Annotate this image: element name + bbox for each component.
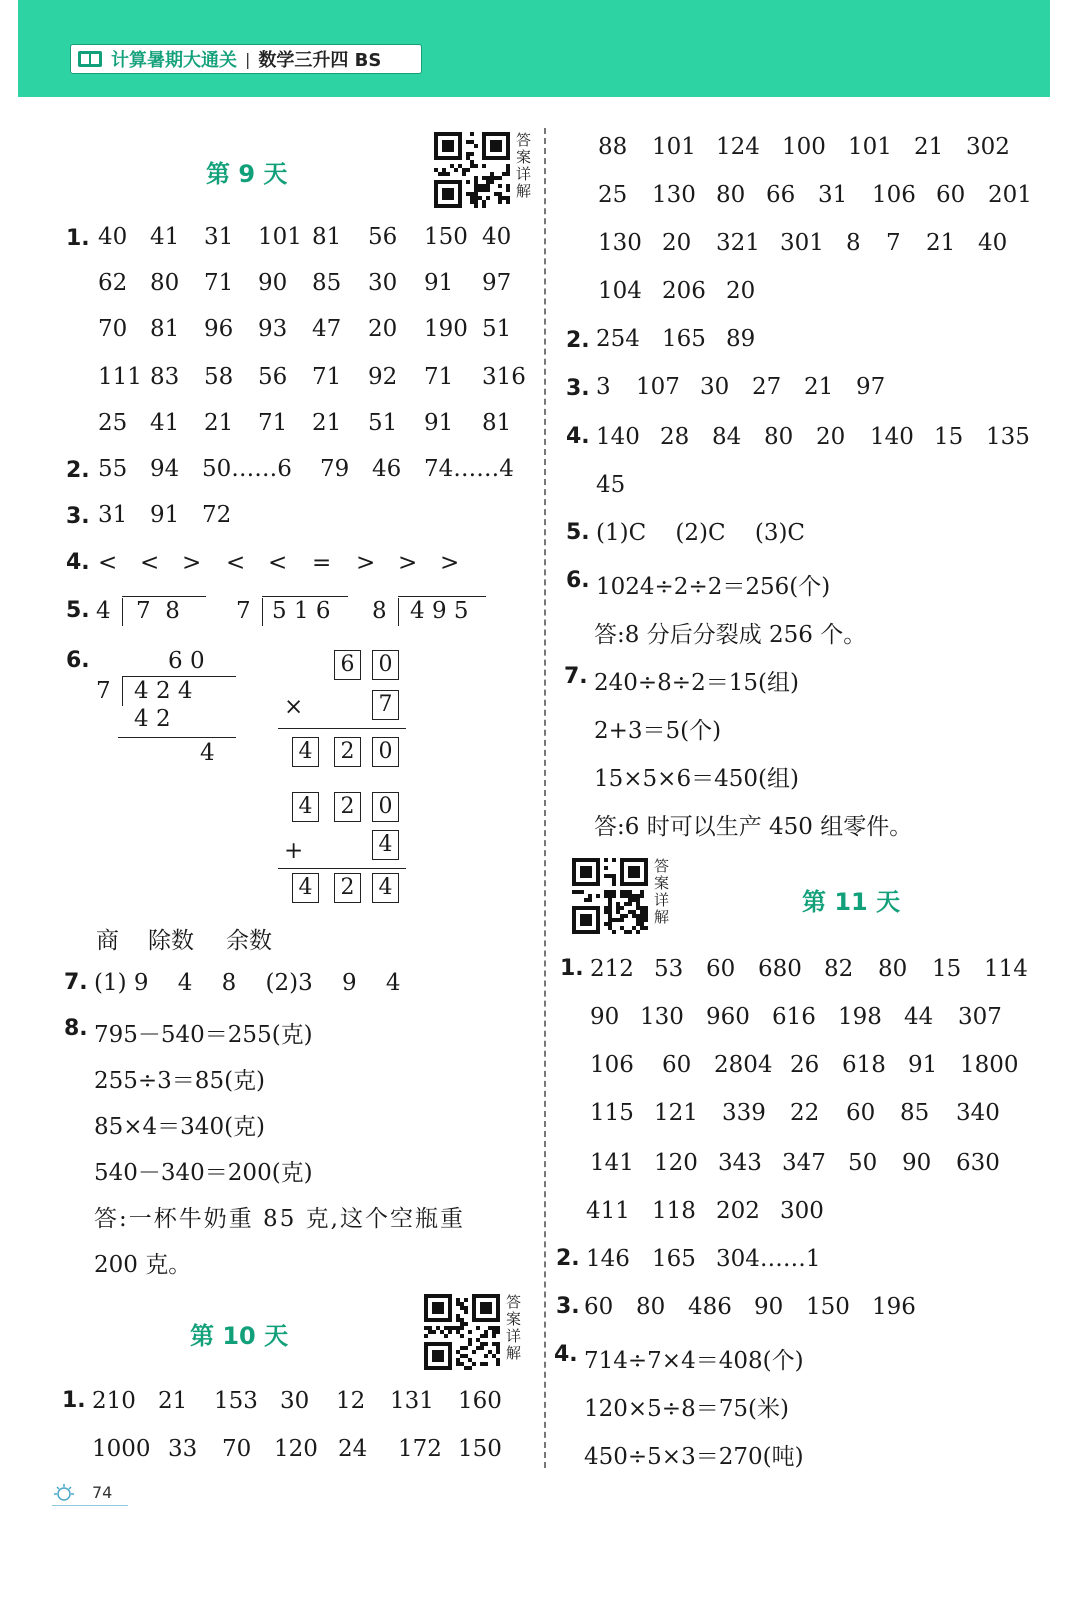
answer-value: 130 [640,1004,684,1030]
q6-word: 余数 [226,928,272,954]
answer-value: 71 [204,270,234,296]
answer-value: 91 [150,502,180,528]
answer-value: 20 [726,278,756,304]
answer-value: 20 [368,316,398,342]
answer-value: 50……6 [202,456,292,482]
page-number: 74 [92,1483,113,1502]
division-bar [122,596,206,597]
day11-q1-label: 1. [560,956,584,981]
series-name: 计算暑期大通关 [111,50,237,71]
answer-value: 85 [312,270,342,296]
answer-value: > [398,550,418,576]
q6-divisor: 7 [96,678,111,704]
answer-value: 55 [98,456,128,482]
q6-division-bar [122,676,236,677]
day9-q6-label: 6. [66,648,90,673]
answer-value: 90 [902,1150,932,1176]
answer-value: 300 [780,1198,824,1224]
answer-value: 60 [936,182,966,208]
answer-value: < [140,550,160,576]
answer-value: 101 [258,224,302,250]
answer-value: 120 [654,1150,698,1176]
answer-value: 94 [150,456,180,482]
answer-value: 81 [150,316,180,342]
answer-value: 198 [838,1004,882,1030]
answer-value: 41 [150,224,180,250]
day9-q8-label: 8. [64,1016,88,1041]
q6-line: 答:8 分后分裂成 256 个。 [594,622,867,648]
day10-q5-label: 5. [566,520,590,545]
answer-value: 140 [596,424,640,450]
q8-line: 答:一杯牛奶重 85 克,这个空瓶重 [94,1206,465,1232]
answer-value: 321 [716,230,760,256]
division-bracket [398,598,399,626]
q7-line: 15×5×6＝450(组) [594,766,799,792]
answer-value: 44 [904,1004,934,1030]
q6-quotient: 6 0 [168,648,205,674]
answer-value: 80 [636,1294,666,1320]
answer-value: 343 [718,1150,762,1176]
day11-q4-label: 4. [554,1342,578,1367]
answer-value: 31 [98,502,128,528]
answer-value: 91 [424,270,454,296]
q4-line: 714÷7×4＝408(个) [584,1348,804,1374]
mult-line [278,728,406,729]
answer-value: 1800 [960,1052,1019,1078]
answer-value: 150 [806,1294,850,1320]
answer-value: 20 [816,424,846,450]
q5-dividend: 4 9 5 [410,598,469,624]
answer-value: 74……4 [424,456,514,482]
q8-line: 255÷3＝85(克) [94,1068,266,1094]
q5-dividend: 7 8 [136,598,180,624]
digit-box: 7 [372,690,399,720]
answer-value: 46 [372,456,402,482]
answer-value: 130 [652,182,696,208]
qr-code-icon [424,1294,500,1370]
answer-value: 254 [596,326,640,352]
q4-line: 120×5÷8＝75(米) [584,1396,789,1422]
answer-value: 70 [222,1436,252,1462]
answer-value: 141 [590,1150,634,1176]
digit-box: 4 [292,792,319,822]
answer-value: < [98,550,118,576]
answer-value: 91 [424,410,454,436]
answer-value: 210 [92,1388,136,1414]
answer-value: 80 [716,182,746,208]
day10-q7-label: 7. [564,664,588,689]
book-icon [77,49,103,69]
answer-value: 135 [986,424,1030,450]
answer-value: 340 [956,1100,1000,1126]
answer-value: 82 [824,956,854,982]
answer-value: 56 [368,224,398,250]
day9-q7-label: 7. [64,970,88,995]
answer-value: 28 [660,424,690,450]
answer-value: 7 [886,230,901,256]
q6-remainder: 4 [200,740,215,766]
answer-value: 33 [168,1436,198,1462]
day11-q3-label: 3. [556,1294,580,1319]
answer-value: 71 [312,364,342,390]
answer-value: 150 [424,224,468,250]
day10-q6-label: 6. [566,568,590,593]
answer-value: 53 [654,956,684,982]
answer-value: 51 [482,316,512,342]
answer-value: 206 [662,278,706,304]
answer-value: 50 [848,1150,878,1176]
division-bar [262,596,348,597]
answer-value: 104 [598,278,642,304]
answer-value: 25 [98,410,128,436]
answer-value: 60 [584,1294,614,1320]
digit-box: 6 [334,650,361,680]
answer-value: 21 [804,374,834,400]
answer-value: 15 [932,956,962,982]
answer-value: 88 [598,134,628,160]
answer-value: 96 [204,316,234,342]
answer-value: < [268,550,288,576]
answer-value: 80 [764,424,794,450]
answer-value: 31 [204,224,234,250]
q4-line: 450÷5×3＝270(吨) [584,1444,804,1470]
answer-value: 21 [158,1388,188,1414]
answer-value: 30 [700,374,730,400]
day9-q5-label: 5. [66,598,90,623]
digit-box: 4 [372,830,399,860]
answer-value: 202 [716,1198,760,1224]
answer-value: 411 [586,1198,630,1224]
division-bracket [122,598,123,626]
multiply-sign: × [284,694,304,720]
answer-value: 79 [320,456,350,482]
answer-value: 960 [706,1004,750,1030]
answer-value: 302 [966,134,1010,160]
digit-box: 4 [292,737,319,767]
header-title-bar [70,44,422,74]
answer-value: 71 [424,364,454,390]
answer-value: 27 [752,374,782,400]
day10-title: 第 10 天 [190,1322,289,1350]
answer-value: 81 [482,410,512,436]
answer-value: 21 [914,134,944,160]
q8-line: 85×4＝340(克) [94,1114,266,1140]
qr-code-day10[interactable] [424,1294,500,1370]
answer-value: 25 [598,182,628,208]
answer-value: 304……1 [716,1246,821,1272]
answer-value: 101 [848,134,892,160]
digit-box: 0 [372,737,399,767]
answer-value: 196 [872,1294,916,1320]
q8-line: 540－340＝200(克) [94,1160,313,1186]
answer-value: 172 [398,1436,442,1462]
answer-value: = [312,550,332,576]
answer-value: 3 [596,374,611,400]
answer-value: 130 [598,230,642,256]
answer-value: 107 [636,374,680,400]
answer-value: 160 [458,1388,502,1414]
digit-box: 4 [372,873,399,903]
answer-value: 114 [984,956,1028,982]
digit-box: 2 [334,873,361,903]
answer-value: 124 [716,134,760,160]
day9-q7-answers: (1) 9 4 8 (2)3 9 4 [94,970,401,996]
answer-value: 630 [956,1150,1000,1176]
column-divider [544,128,546,1468]
answer-value: > [356,550,376,576]
q8-line: 795－540＝255(克) [94,1022,313,1048]
subject-label: 数学三升四 BS [258,50,382,71]
q5-divisor: 7 [236,598,251,624]
answer-value: 140 [870,424,914,450]
answer-value: 89 [726,326,756,352]
answer-value: 60 [846,1100,876,1126]
day10-q1-label: 1. [62,1388,86,1413]
digit-box: 0 [372,792,399,822]
answer-value: 85 [900,1100,930,1126]
q6-product: 4 2 [134,706,171,732]
plus-sign: + [284,838,304,864]
answer-value: 20 [662,230,692,256]
answer-value: 118 [652,1198,696,1224]
answer-value: 70 [98,316,128,342]
answer-value: 316 [482,364,526,390]
q5-divisor: 4 [96,598,111,624]
answer-value: 153 [214,1388,258,1414]
digit-box: 2 [334,792,361,822]
answer-value: 51 [368,410,398,436]
answer-value: 80 [878,956,908,982]
answer-value: 26 [790,1052,820,1078]
q6-dividend: 4 2 4 [134,678,193,704]
answer-value: 8 [846,230,861,256]
answer-value: 91 [908,1052,938,1078]
digit-box: 4 [292,873,319,903]
answer-value: 31 [818,182,848,208]
answer-value: 165 [662,326,706,352]
q7-line: 240÷8÷2＝15(组) [594,670,799,696]
answer-value: 58 [204,364,234,390]
answer-value: 201 [988,182,1032,208]
answer-value: 121 [654,1100,698,1126]
answer-value: 12 [336,1388,366,1414]
q6-subtract-line [118,737,236,738]
answer-value: 90 [754,1294,784,1320]
answer-value: 40 [978,230,1008,256]
day10-q4-label: 4. [566,424,590,449]
answer-value: 97 [482,270,512,296]
answer-value: 40 [482,224,512,250]
answer-value: 486 [688,1294,732,1320]
answer-value: 15 [934,424,964,450]
answer-value: 618 [842,1052,886,1078]
answer-value: 66 [766,182,796,208]
answer-value: 106 [590,1052,634,1078]
q6-division-bracket [122,676,123,706]
qr-label-day11: 答案详解 [654,857,670,926]
answer-value: 680 [758,956,802,982]
answer-value: 40 [98,224,128,250]
answer-value: 1000 [92,1436,151,1462]
answer-value: 165 [652,1246,696,1272]
answer-value: 339 [722,1100,766,1126]
answer-value: 62 [98,270,128,296]
day9-q3-label: 3. [66,504,90,529]
answer-value: 90 [258,270,288,296]
q7-line: 答:6 时可以生产 450 组零件。 [594,814,913,840]
day10-q2-label: 2. [566,328,590,353]
qr-code-day11[interactable] [572,858,648,934]
answer-value: 21 [204,410,234,436]
answer-value: 21 [312,410,342,436]
answer-value: 21 [926,230,956,256]
answer-value: 307 [958,1004,1002,1030]
day9-title: 第 9 天 [206,160,288,188]
day10-q5-answers: (1)C (2)C (3)C [596,520,806,546]
sun-icon [48,1482,78,1504]
answer-value: 41 [150,410,180,436]
digit-box: 0 [372,650,399,680]
q6-word: 商 [96,928,119,954]
qr-code-day9[interactable] [434,132,510,208]
answer-value: 101 [652,134,696,160]
answer-value: 616 [772,1004,816,1030]
day11-title: 第 11 天 [802,888,901,916]
q8-line: 200 克。 [94,1252,192,1278]
answer-value: 190 [424,316,468,342]
answer-value: 83 [150,364,180,390]
answer-value: 47 [312,316,342,342]
answer-value: 150 [458,1436,502,1462]
answer-value: 106 [872,182,916,208]
answer-value: 30 [280,1388,310,1414]
answer-value: 90 [590,1004,620,1030]
answer-value: 131 [390,1388,434,1414]
day10-q4-cont: 45 [596,472,626,498]
q6-word: 除数 [148,928,194,954]
answer-value: 100 [782,134,826,160]
answer-value: 115 [590,1100,634,1126]
answer-value: 120 [274,1436,318,1462]
day9-q1-label: 1. [66,226,90,251]
footer-line [52,1505,128,1506]
answer-value: 60 [662,1052,692,1078]
header-separator: | [245,49,251,69]
answer-value: 72 [202,502,232,528]
day11-q2-label: 2. [556,1246,580,1271]
answer-value: 111 [98,364,142,390]
answer-value: 2804 [714,1052,773,1078]
answer-value: > [182,550,202,576]
answer-value: 22 [790,1100,820,1126]
q6-line: 1024÷2÷2＝256(个) [596,574,831,600]
answer-value: 24 [338,1436,368,1462]
answer-value: 92 [368,364,398,390]
day9-q2-label: 2. [66,458,90,483]
add-line [278,868,406,869]
answer-value: 81 [312,224,342,250]
q5-divisor: 8 [372,598,387,624]
qr-label-day10: 答案详解 [506,1293,522,1362]
qr-code-icon [434,132,510,208]
answer-value: 80 [150,270,180,296]
answer-value: 93 [258,316,288,342]
q7-line: 2+3＝5(个) [594,718,722,744]
qr-label-day9: 答案详解 [516,131,532,200]
day9-q4-label: 4. [66,550,90,575]
answer-value: 97 [856,374,886,400]
digit-box: 2 [334,737,361,767]
q5-dividend: 5 1 6 [272,598,331,624]
answer-value: < [226,550,246,576]
answer-value: 56 [258,364,288,390]
answer-value: > [440,550,460,576]
answer-value: 347 [782,1150,826,1176]
division-bracket [262,598,263,626]
answer-value: 30 [368,270,398,296]
day10-q3-label: 3. [566,376,590,401]
answer-value: 84 [712,424,742,450]
answer-value: 212 [590,956,634,982]
division-bar [398,596,486,597]
answer-value: 301 [780,230,824,256]
answer-value: 146 [586,1246,630,1272]
qr-code-icon [572,858,648,934]
answer-value: 71 [258,410,288,436]
answer-value: 60 [706,956,736,982]
